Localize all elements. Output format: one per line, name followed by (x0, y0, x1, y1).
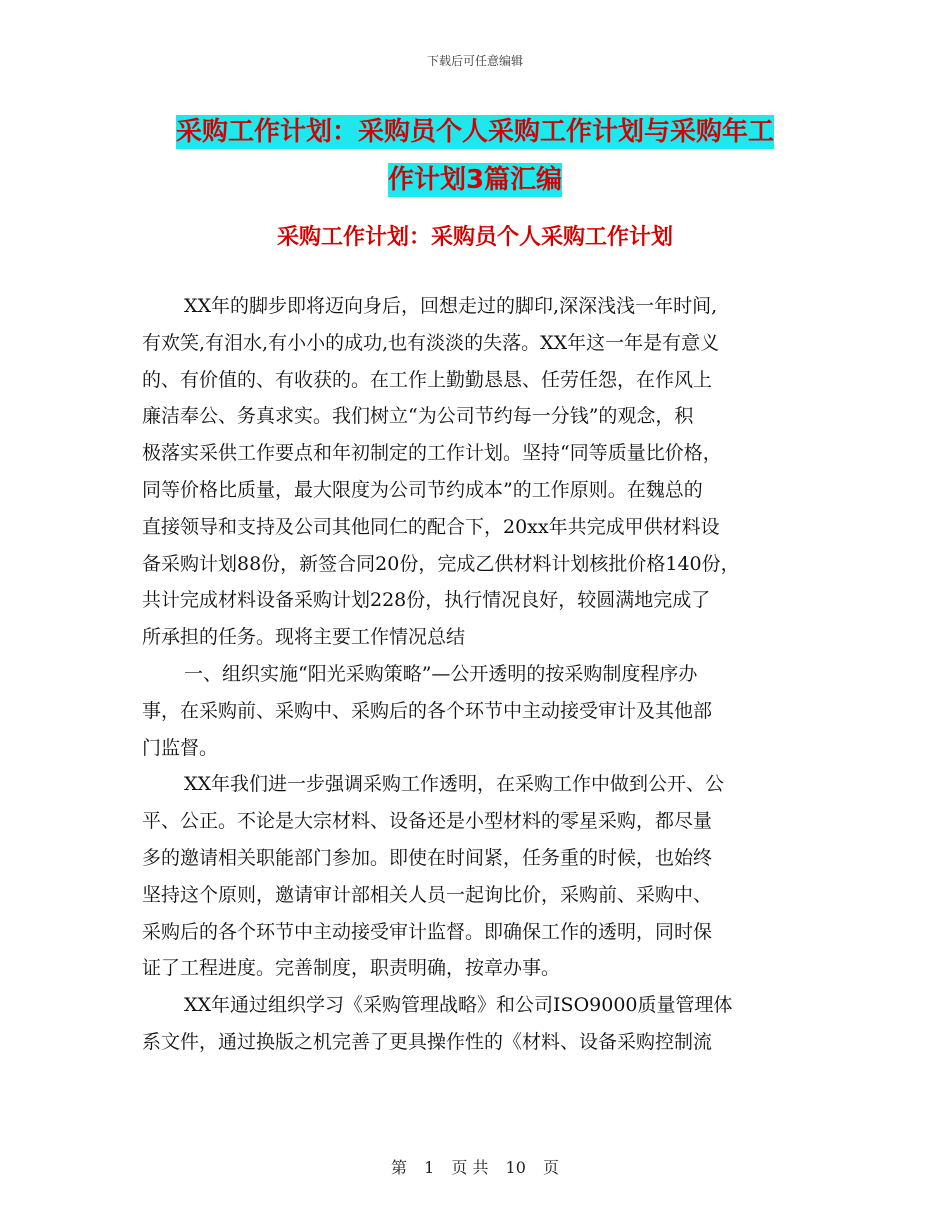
text-line: 有欢笑,有泪水,有小小的成功,也有淡淡的失落。XX年这一年是有意义 (142, 331, 720, 354)
text-line: 坚持这个原则，邀请审计部相关人员一起询比价，采购前、采购中、 (142, 883, 713, 906)
title-line-2: 作计划3篇汇编 (387, 165, 563, 195)
paragraph-4 (142, 987, 822, 1061)
text-line: XX年我们进一步强调采购工作透明，在采购工作中做到公开、公 (184, 773, 725, 796)
total-page-count: 10 (505, 1158, 526, 1177)
text-line: 多的邀请相关职能部门参加。即使在时间紧，任务重的时候，也始终 (142, 846, 713, 869)
text-line: 同等价格比质量，最大限度为公司节约成本”的工作原则。在魏总的 (142, 478, 703, 501)
text-line: 所承担的任务。现将主要工作情况总结 (142, 626, 466, 649)
text-line: 平、公正。不论是大宗材料、设备还是小型材料的零星采购，都尽量 (142, 810, 713, 833)
text-line: 一、组织实施“阳光采购策略”—公开透明的按采购制度程序办 (184, 662, 698, 685)
title-line-1: 采购工作计划：采购员个人采购工作计划与采购年工 (175, 117, 774, 147)
text-line: 共计完成材料设备采购计划228份，执行情况良好，较圆满地完成了 (142, 589, 711, 612)
text-line: 极落实采供工作要点和年初制定的工作计划。坚持“同等质量比价格， (142, 442, 722, 465)
text-line: 证了工程进度。完善制度，职责明确，按章办事。 (142, 957, 561, 980)
footer-suffix: 页 (543, 1158, 560, 1177)
paragraph-1 (142, 288, 822, 656)
text-line: 门监督。 (142, 736, 219, 759)
text-line: 采购后的各个环节中主动接受审计监督。即确保工作的透明，同时保 (142, 920, 713, 943)
page-header-note: 下载后可任意编辑 (426, 54, 523, 68)
page-footer (0, 1155, 950, 1178)
text-line: 直接领导和支持及公司其他同仁的配合下，20xx年共完成甲供材料设 (142, 515, 720, 538)
section-heading: 采购工作计划：采购员个人采购工作计划 (276, 225, 673, 250)
paragraph-3 (142, 766, 822, 987)
text-line: XX年通过组织学习《采购管理战略》和公司ISO9000质量管理体 (184, 994, 733, 1017)
footer-prefix: 第 (390, 1158, 407, 1177)
footer-mid: 页 共 (451, 1158, 489, 1177)
current-page-number: 1 (424, 1158, 435, 1177)
paragraph-2 (142, 656, 822, 766)
text-line: 廉洁奉公、务真求实。我们树立“为公司节约每一分钱”的观念，积 (142, 405, 694, 428)
document-title (130, 108, 820, 204)
text-line: XX年的脚步即将迈向身后，回想走过的脚印,深深浅浅一年时间, (184, 295, 718, 317)
text-line: 系文件，通过换版之机完善了更具操作性的《材料、设备采购控制流 (142, 1030, 713, 1053)
text-line: 事，在采购前、采购中、采购后的各个环节中主动接受审计及其他部 (142, 699, 713, 722)
text-line: 的、有价值的、有收获的。在工作上勤勤恳恳、任劳任怨，在作风上 (142, 368, 713, 391)
document-body (142, 288, 822, 1061)
text-line: 备采购计划88份，新签合同20份，完成乙供材料计划核批价格140份， (142, 552, 740, 575)
